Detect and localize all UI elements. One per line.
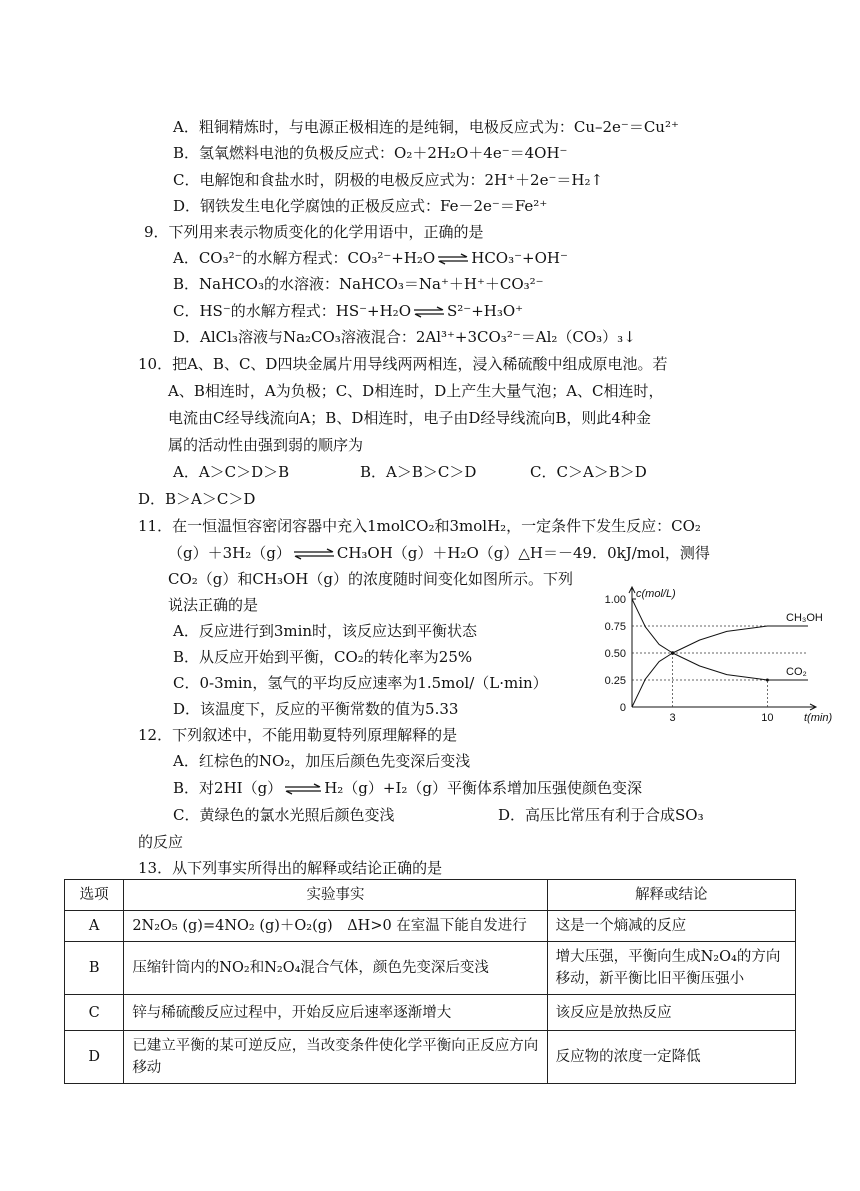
q10-stem-line2: A、B相连时，A为负极；C、D相连时，D上产生大量气泡；A、C相连时， (168, 382, 664, 400)
y-tick-label: 0.50 (604, 648, 626, 660)
row-conclusion: 该反应是放热反应 (547, 995, 795, 1031)
equilibrium-arrow-icon (283, 784, 323, 794)
q12-option-d-cont: 的反应 (138, 833, 184, 851)
q11-stem-line1: 11．在一恒温恒容密闭容器中充入1molCO₂和3molH₂，一定条件下发生反应：CO₂ (138, 517, 701, 535)
table-row (65, 1031, 796, 1084)
table-header-row (65, 880, 796, 911)
concentration-time-chart (596, 585, 833, 727)
q13-stem: 13．从下列事实所得出的解释或结论正确的是 (138, 859, 443, 877)
q8-option-b: B．氢氧燃料电池的负极反应式：O₂＋2H₂O＋4e⁻＝4OH⁻ (173, 144, 568, 162)
q9-option-b: B．NaHCO₃的水溶液：NaHCO₃＝Na⁺＋H⁺＋CO₃²⁻ (173, 275, 544, 293)
q12-stem: 12．下列叙述中，不能用勒夏特列原理解释的是 (138, 726, 458, 744)
row-conclusion: 增大压强，平衡向生成N₂O₄的方向移动，新平衡比旧平衡压强小 (547, 942, 795, 995)
q12-option-b: B．对2HI（g） H₂（g）+I₂（g）平衡体系增加压强使颜色变深 (173, 779, 642, 797)
q13-table (64, 879, 796, 1084)
table-row (65, 911, 796, 942)
y-tick-label: 0.25 (604, 675, 626, 687)
row-fact: 2N₂O₅ (g)=4NO₂ (g)＋O₂(g) ΔH>0 在室温下能自发进行 (124, 911, 547, 942)
q10-option-d: D．B＞A＞C＞D (138, 490, 256, 508)
x-tick-label: 10 (761, 712, 774, 724)
table-row (65, 942, 796, 995)
header-option: 选项 (65, 880, 124, 911)
row-option: C (65, 995, 124, 1031)
x-axis-label: t(min) (804, 712, 833, 724)
series-line-ch3oh (632, 626, 808, 707)
q8-option-c: C．电解饱和食盐水时，阴极的电极反应式为：2H⁺＋2e⁻＝H₂↑ (173, 171, 604, 189)
q8-option-a: A．粗铜精炼时，与电源正极相连的是纯铜，电极反应式为：Cu–2e⁻＝Cu²⁺ (173, 118, 679, 136)
q11-stem-line3: CO₂（g）和CH₃OH（g）的浓度随时间变化如图所示。下列 (168, 570, 573, 588)
equilibrium-point (766, 679, 769, 682)
intersection-point (671, 651, 675, 655)
q11-option-c: C．0-3min，氢气的平均反应速率为1.5mol/（L·min） (173, 674, 548, 692)
equilibrium-arrow-icon (412, 307, 446, 317)
q11-stem-line4: 说法正确的是 (168, 596, 259, 614)
y-tick-label: 0.75 (604, 621, 626, 633)
y-tick-label: 0 (619, 702, 626, 714)
row-fact: 压缩针筒内的NO₂和N₂O₄混合气体，颜色先变深后变浅 (124, 942, 547, 995)
row-conclusion: 反应物的浓度一定降低 (547, 1031, 795, 1084)
q11-option-b: B．从反应开始到平衡，CO₂的转化率为25% (173, 648, 473, 666)
header-conclusion: 解释或结论 (547, 880, 795, 911)
row-conclusion: 这是一个熵减的反应 (547, 911, 795, 942)
series-line-co2 (632, 599, 808, 680)
q11-option-d: D．该温度下，反应的平衡常数的值为5.33 (173, 700, 459, 718)
q9-stem: 9．下列用来表示物质变化的化学用语中，正确的是 (144, 223, 484, 241)
row-option: B (65, 942, 124, 995)
q12-option-d: D．高压比常压有利于合成SO₃ (498, 806, 704, 824)
row-option: A (65, 911, 124, 942)
row-fact: 锌与稀硫酸反应过程中，开始反应后速率逐渐增大 (124, 995, 547, 1031)
header-fact: 实验事实 (124, 880, 547, 911)
q10-stem-line1: 10．把A、B、C、D四块金属片用导线两两相连，浸入稀硫酸中组成原电池。若 (138, 355, 668, 373)
q9-option-a: A．CO₃²⁻的水解方程式：CO₃²⁻+H₂O HCO₃⁻+OH⁻ (173, 249, 568, 267)
q11-option-a: A．反应进行到3min时，该反应达到平衡状态 (173, 622, 478, 640)
row-option: D (65, 1031, 124, 1084)
q9-option-d: D．AlCl₃溶液与Na₂CO₃溶液混合：2Al³⁺+3CO₃²⁻＝Al₂（CO₃）₃↓ (173, 328, 636, 346)
series-label-ch3oh: CH₃OH (786, 612, 823, 624)
table-row (65, 995, 796, 1031)
equilibrium-arrow-icon (292, 549, 336, 559)
q10-option-c: C．C＞A＞B＞D (530, 463, 647, 481)
q10-option-b: B．A＞B＞C＞D (360, 463, 477, 481)
q10-stem-line3: 电流由C经导线流向A；B、D相连时，电子由D经导线流向B，则此4种金 (168, 409, 651, 427)
q10-stem-line4: 属的活动性由强到弱的顺序为 (168, 436, 364, 454)
q12-option-c: C．黄绿色的氯水光照后颜色变浅 (173, 806, 395, 824)
equilibrium-arrow-icon (436, 254, 470, 264)
q11-stem-line2: （g）＋3H₂（g） CH₃OH（g）＋H₂O（g）△H＝－49．0kJ/mol，测得 (168, 544, 710, 562)
q9-option-c: C．HS⁻的水解方程式：HS⁻+H₂O S²⁻+H₃O⁺ (173, 302, 524, 320)
row-fact: 已建立平衡的某可逆反应，当改变条件使化学平衡向正反应方向移动 (124, 1031, 547, 1084)
y-axis-label: c(mol/L) (636, 588, 676, 600)
series-label-co2: CO₂ (786, 666, 807, 678)
q12-option-a: A．红棕色的NO₂，加压后颜色先变深后变浅 (173, 752, 471, 770)
y-tick-label: 1.00 (604, 594, 626, 606)
q10-option-a: A．A＞C＞D＞B (173, 463, 290, 481)
x-tick-label: 3 (669, 712, 676, 724)
q8-option-d: D．钢铁发生电化学腐蚀的正极反应式：Fe－2e⁻＝Fe²⁺ (173, 197, 548, 215)
